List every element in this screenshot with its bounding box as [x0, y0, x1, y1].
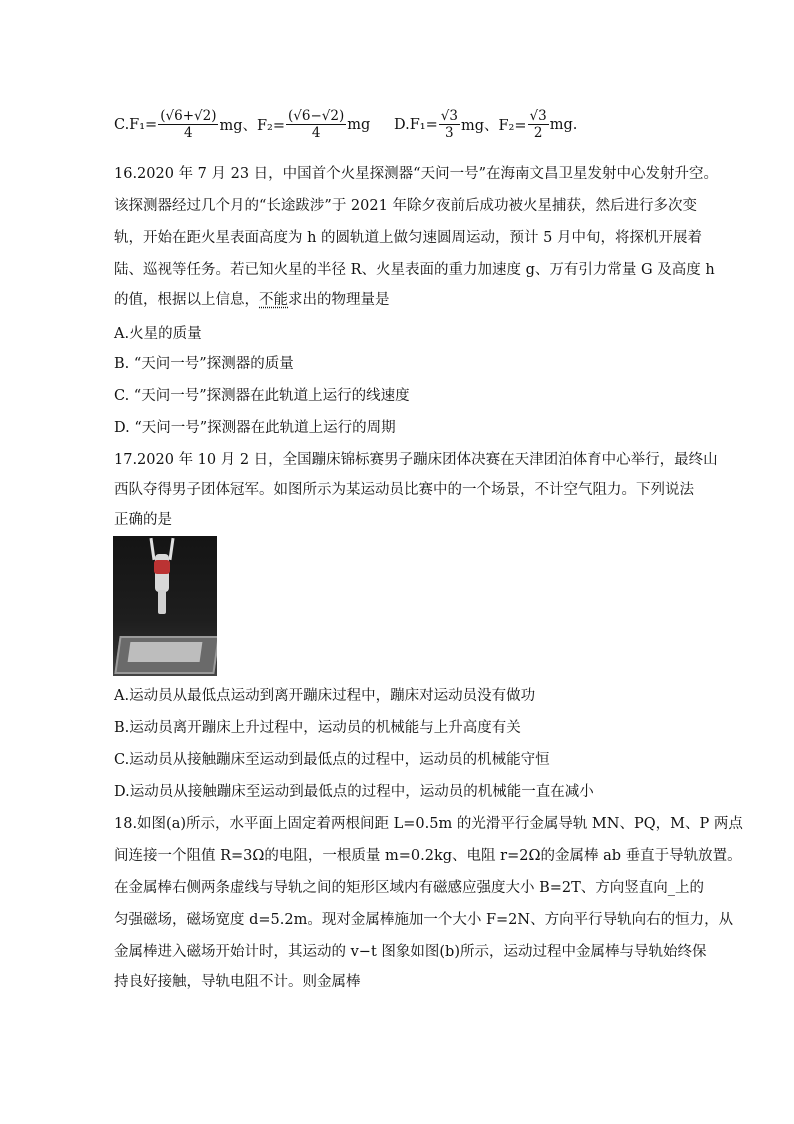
q16-line-2: 该探测器经过几个月的“长途跋涉”于 2021 年除夕夜前后成功被火星捕获，然后进行多次变: [114, 198, 697, 214]
q15-d-f1-fraction: [439, 108, 460, 141]
q16-line-1: 16.2020 年 7 月 23 日，中国首个火星探测器“天问一号”在海南文昌卫星发射中心发射升空。: [114, 166, 719, 182]
q15-c-prefix: C.F₁=: [114, 116, 158, 133]
athlete-legs: [158, 590, 166, 614]
q18-line-1: 18.如图(a)所示，水平面上固定着两根间距 L=0.5m 的光滑平行金属导轨 MN、PQ，M、P 两点: [114, 816, 743, 832]
q16-line-3: 轨，开始在距火星表面高度为 h 的圆轨道上做匀速圆周运动，预计 5 月中旬，将探机开展着: [114, 230, 702, 246]
q15-c-f1-den: 4: [184, 125, 193, 141]
q17-option-d: D.运动员从接触蹦床至运动到最低点的过程中，运动员的机械能一直在减小: [114, 784, 594, 800]
q15-d-f1-num: √3: [440, 108, 458, 124]
athlete-shirt: [154, 560, 170, 574]
q17-option-c: C.运动员从接触蹦床至运动到最低点的过程中，运动员的机械能守恒: [114, 752, 550, 768]
q16-line-5-post: 求出的物理量是: [288, 292, 390, 308]
q17-line-1: 17.2020 年 10 月 2 日，全国蹦床锦标赛男子蹦床团体决赛在天津团泊体育中心举行，最终山: [114, 452, 718, 468]
q16-emphasis: 不能: [259, 292, 288, 308]
q17-option-b: B.运动员离开蹦床上升过程中，运动员的机械能与上升高度有关: [114, 720, 521, 736]
q16-option-b: B. “天问一号”探测器的质量: [114, 356, 294, 372]
q18-line-4: 匀强磁场，磁场宽度 d=5.2m。现对金属棒施加一个大小 F=2N、方向平行导轨向右的恒力，从: [114, 912, 734, 928]
q15-c-f1-num-a: (√6: [160, 108, 183, 124]
q16-line-5: [114, 290, 390, 310]
q18-line-2: 间连接一个阻值 R=3Ω的电阻，一根质量 m=0.2kg、电阻 r=2Ω的金属棒 ab 垂直于导轨放置。: [114, 848, 742, 864]
q15-d-mg2: mg.: [549, 116, 578, 133]
q16-line-5-pre: 的值，根据以上信息，: [114, 292, 259, 308]
q15-d-f1-den: 3: [445, 125, 454, 141]
q15-c-f1-num-b: +√2): [182, 108, 217, 124]
q15-c-mg2: mg: [347, 116, 371, 133]
q16-option-a: A.火星的质量: [114, 326, 202, 342]
q15-c-f2-num-a: (√6: [288, 108, 311, 124]
q16-option-c: C. “天问一号”探测器在此轨道上运行的线速度: [114, 388, 410, 404]
q15-c-f2-den: 4: [311, 125, 321, 141]
q18-line-3: 在金属棒右侧两条虚线与导轨之间的矩形区域内有磁感应强度大小 B=2T、方向竖直向_上的: [114, 880, 705, 896]
q15-d-f2-num: √3: [529, 108, 547, 124]
athlete-right-arm: [168, 538, 174, 560]
q15-option-c: [114, 108, 370, 141]
q16-line-4: 陆、巡视等任务。若已知火星的半径 R、火星表面的重力加速度 g、万有引力常量 G 及高度 h: [114, 262, 715, 278]
q17-option-a: A.运动员从最低点运动到离开蹦床过程中，蹦床对运动员没有做功: [114, 688, 536, 704]
trampoline-photo: [113, 536, 217, 676]
q15-c-f2-fraction: [286, 108, 346, 141]
q15-c-f1-fraction: [158, 108, 218, 141]
q18-line-5: 金属棒进入磁场开始计时，其运动的 v−t 图象如图(b)所示，运动过程中金属棒与导轨始终保: [114, 944, 707, 960]
q16-option-d: D. “天问一号”探测器在此轨道上运行的周期: [114, 420, 396, 436]
q15-c-f2-num-b: −√2): [310, 108, 345, 124]
trampoline-mat: [128, 642, 203, 662]
q15-d-f2-fraction: [528, 108, 549, 141]
q18-line-6: 持良好接触，导轨电阻不计。则金属棒: [114, 974, 361, 990]
q17-line-2: 西队夺得男子团体冠军。如图所示为某运动员比赛中的一个场景，不计空气阻力。下列说法: [114, 482, 694, 498]
q17-line-3: 正确的是: [114, 512, 172, 528]
q15-d-f2-den: 2: [533, 125, 543, 141]
q15-d-mg1: mg、F₂=: [460, 118, 527, 134]
q15-c-mg1: mg、F₂=: [219, 118, 286, 134]
q15-d-prefix: D.F₁=: [394, 116, 438, 133]
q15-option-d: [394, 108, 577, 141]
